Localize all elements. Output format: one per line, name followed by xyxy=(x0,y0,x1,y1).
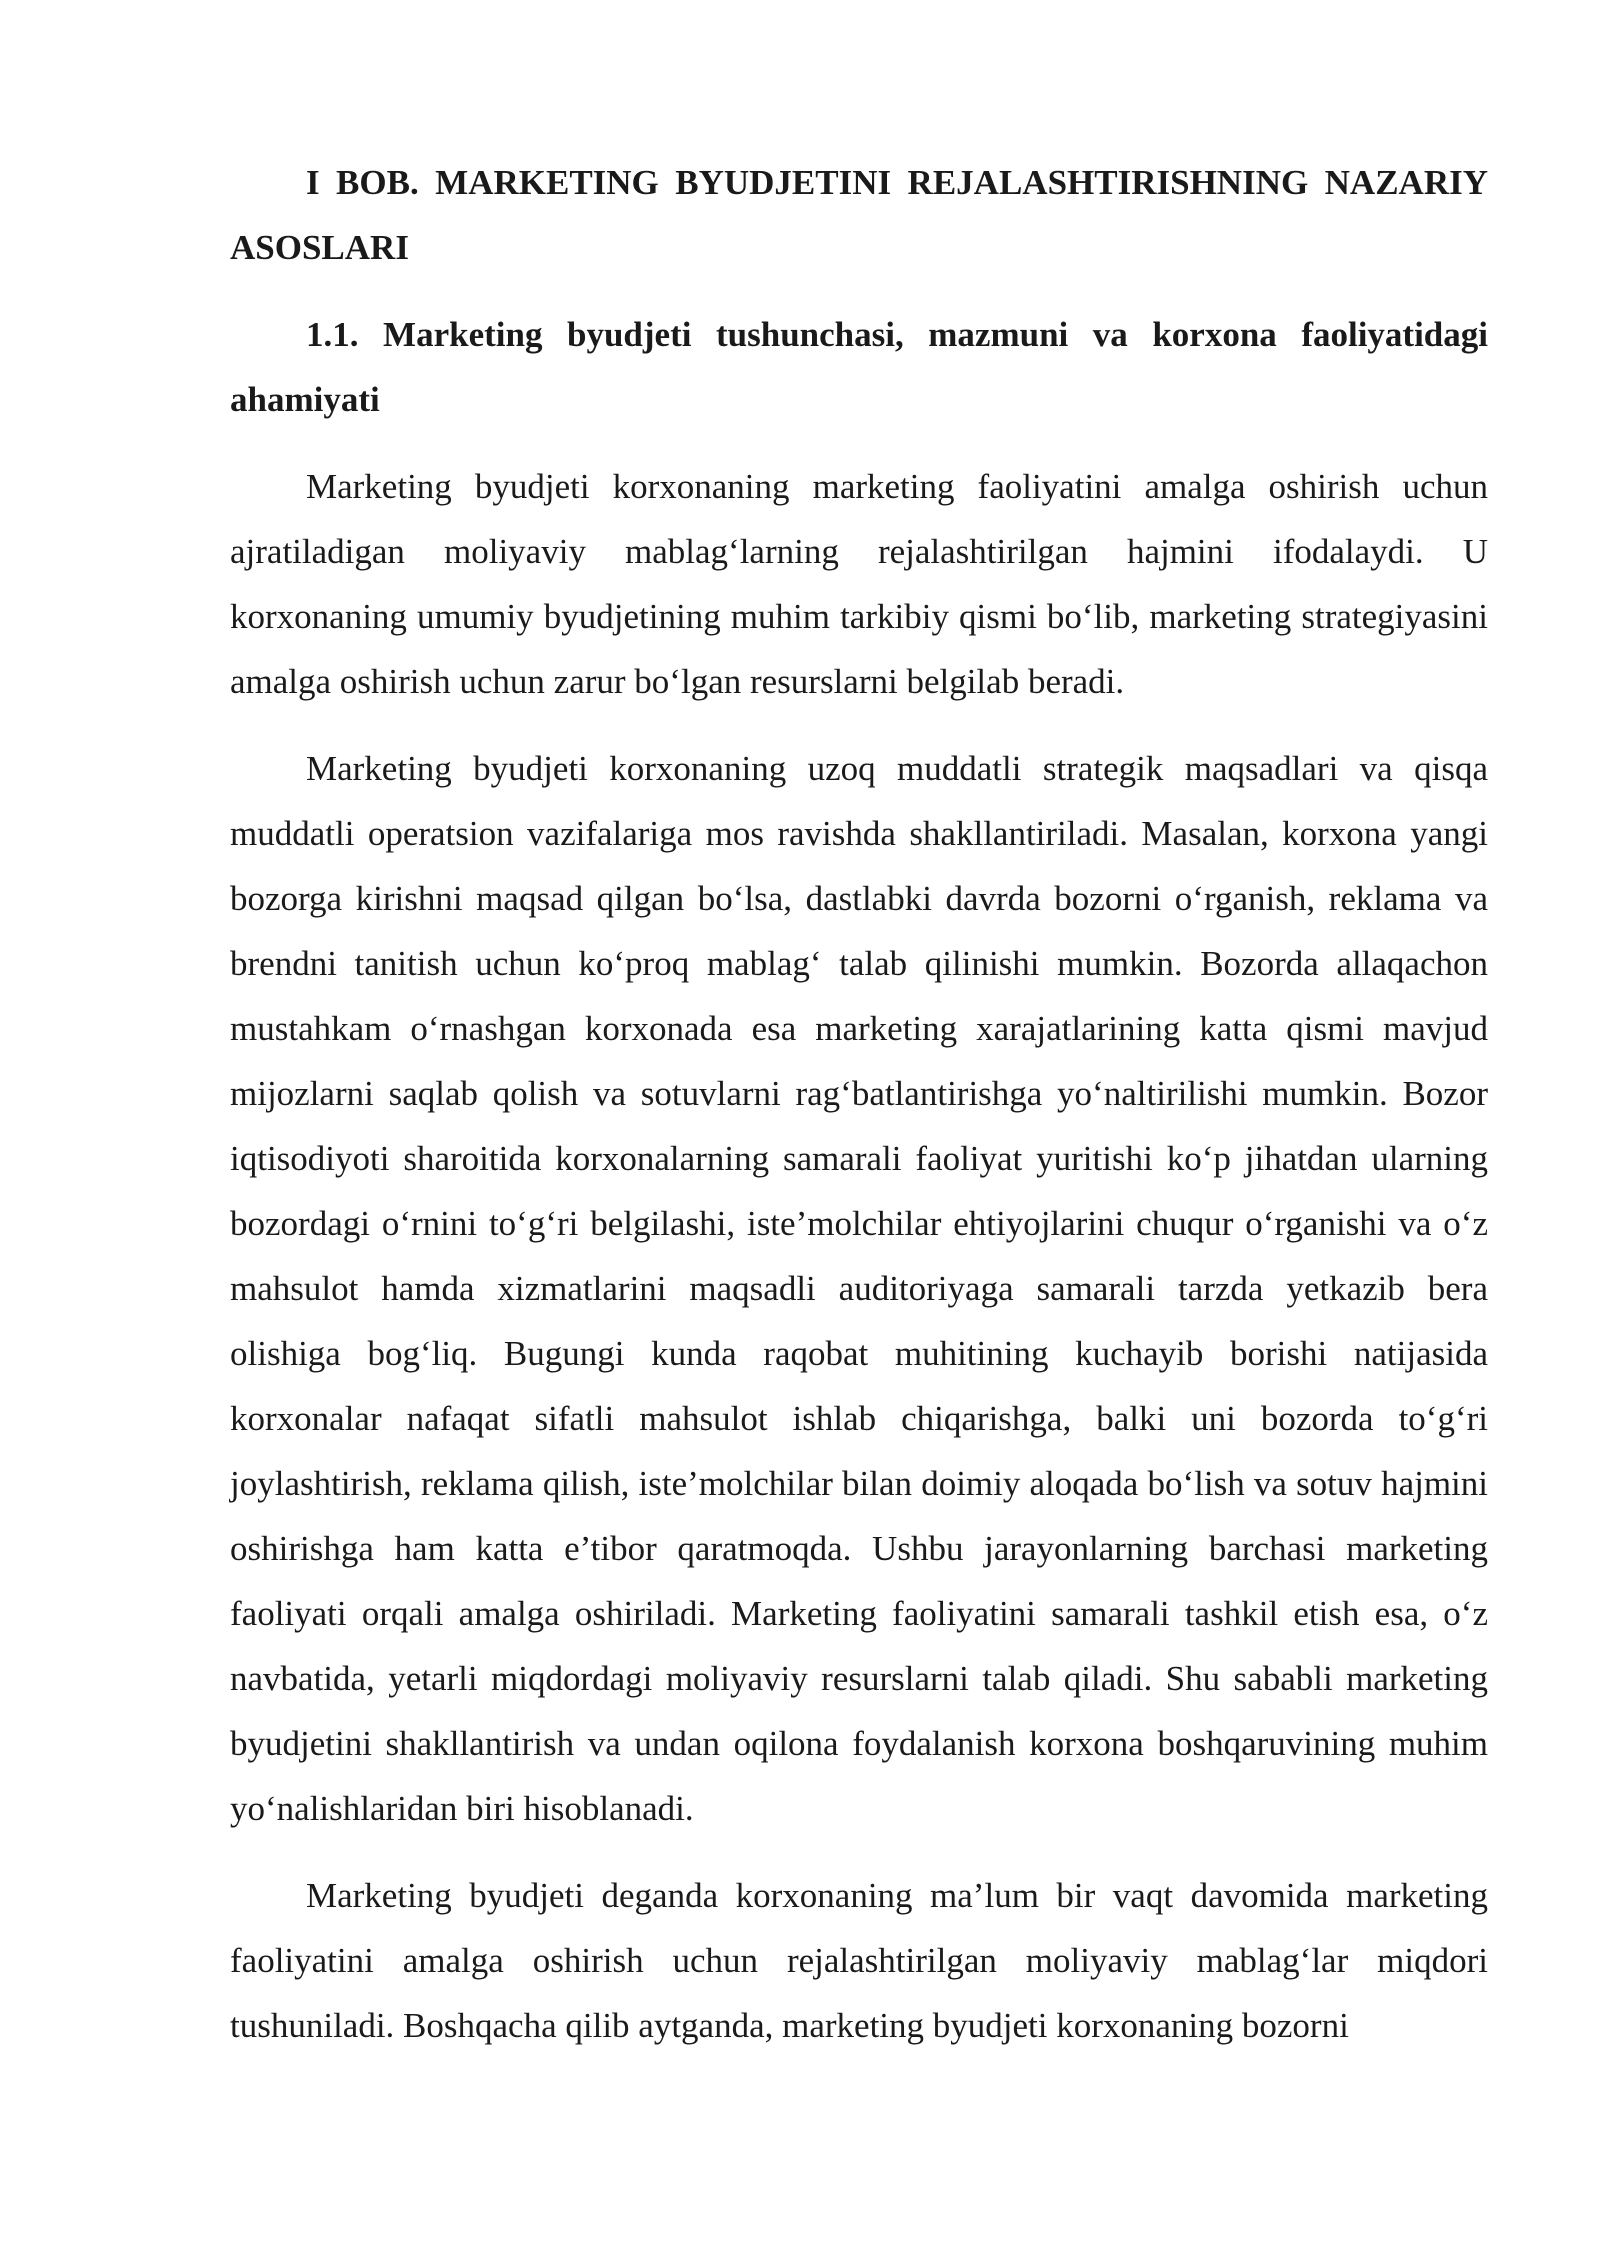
paragraph-3: Marketing byudjeti deganda korxonaning ma’lum bir vaqt davomida marketing faoliyatini amalga oshirish uchun rejalashtirilgan moliyaviy mablag‘lar miqdori tushuniladi. Boshqacha qilib aytganda, marketing byudjeti korxonaning bozorni xyxy=(230,1876,1488,2045)
section-title: 1.1. Marketing byudjeti tushunchasi, mazmuni va korxona faoliyatidagi ahamiyati xyxy=(230,315,1488,419)
chapter-title: I BOB. MARKETING BYUDJETINI REJALASHTIRISHNING NAZARIY ASOSLARI xyxy=(230,163,1488,267)
paragraph-1: Marketing byudjeti korxonaning marketing faoliyatini amalga oshirish uchun ajratiladigan moliyaviy mablag‘larning rejalashtirilgan hajmini ifodalaydi. U korxonaning umumiy byudjetining muhim tarkibiy qismi bo‘lib, marketing strategiyasini amalga oshirish uchun zarur bo‘lgan resurslarni belgilab beradi. xyxy=(230,467,1488,701)
paragraph-2: Marketing byudjeti korxonaning uzoq muddatli strategik maqsadlari va qisqa muddatli operatsion vazifalariga mos ravishda shakllantiriladi. Masalan, korxona yangi bozorga kirishni maqsad qilgan bo‘lsa, dastlabki davrda bozorni o‘rganish, reklama va brendni tanitish uchun ko‘proq mablag‘ talab qilinishi mumkin. Bozorda allaqachon mustahkam o‘rnashgan korxonada esa marketing xarajatlarining katta qismi mavjud mijozlarni saqlab qolish va sotuvlarni rag‘batlantirishga yo‘naltirilishi mumkin. Bozor iqtisodiyoti sharoitida korxonalarning samarali faoliyat yuritishi ko‘p jihatdan ularning bozordagi o‘rnini to‘g‘ri belgilashi, iste’molchilar ehtiyojlarini chuqur o‘rganishi va o‘z mahsulot hamda xizmatlarini maqsadli auditoriyaga samarali tarzda yetkazib bera olishiga bog‘liq. Bugungi kunda raqobat muhitining kuchayib borishi natijasida korxonalar nafaqat sifatli mahsulot ishlab chiqarishga, balki uni bozorda to‘g‘ri joylashtirish, reklama qilish, iste’molchilar bilan doimiy aloqada bo‘lish va sotuv hajmini oshirishga ham katta e’tibor qaratmoqda. Ushbu jarayonlarning barchasi marketing faoliyati orqali amalga oshiriladi. Marketing faoliyatini samarali tashkil etish esa, o‘z navbatida, yetarli miqdordagi moliyaviy resurslarni talab qiladi. Shu sababli marketing byudjetini shakllantirish va undan oqilona foydalanish korxona boshqaruvining muhim yo‘nalishlaridan biri hisoblanadi. xyxy=(230,749,1488,1828)
page-content xyxy=(230,150,1488,2058)
